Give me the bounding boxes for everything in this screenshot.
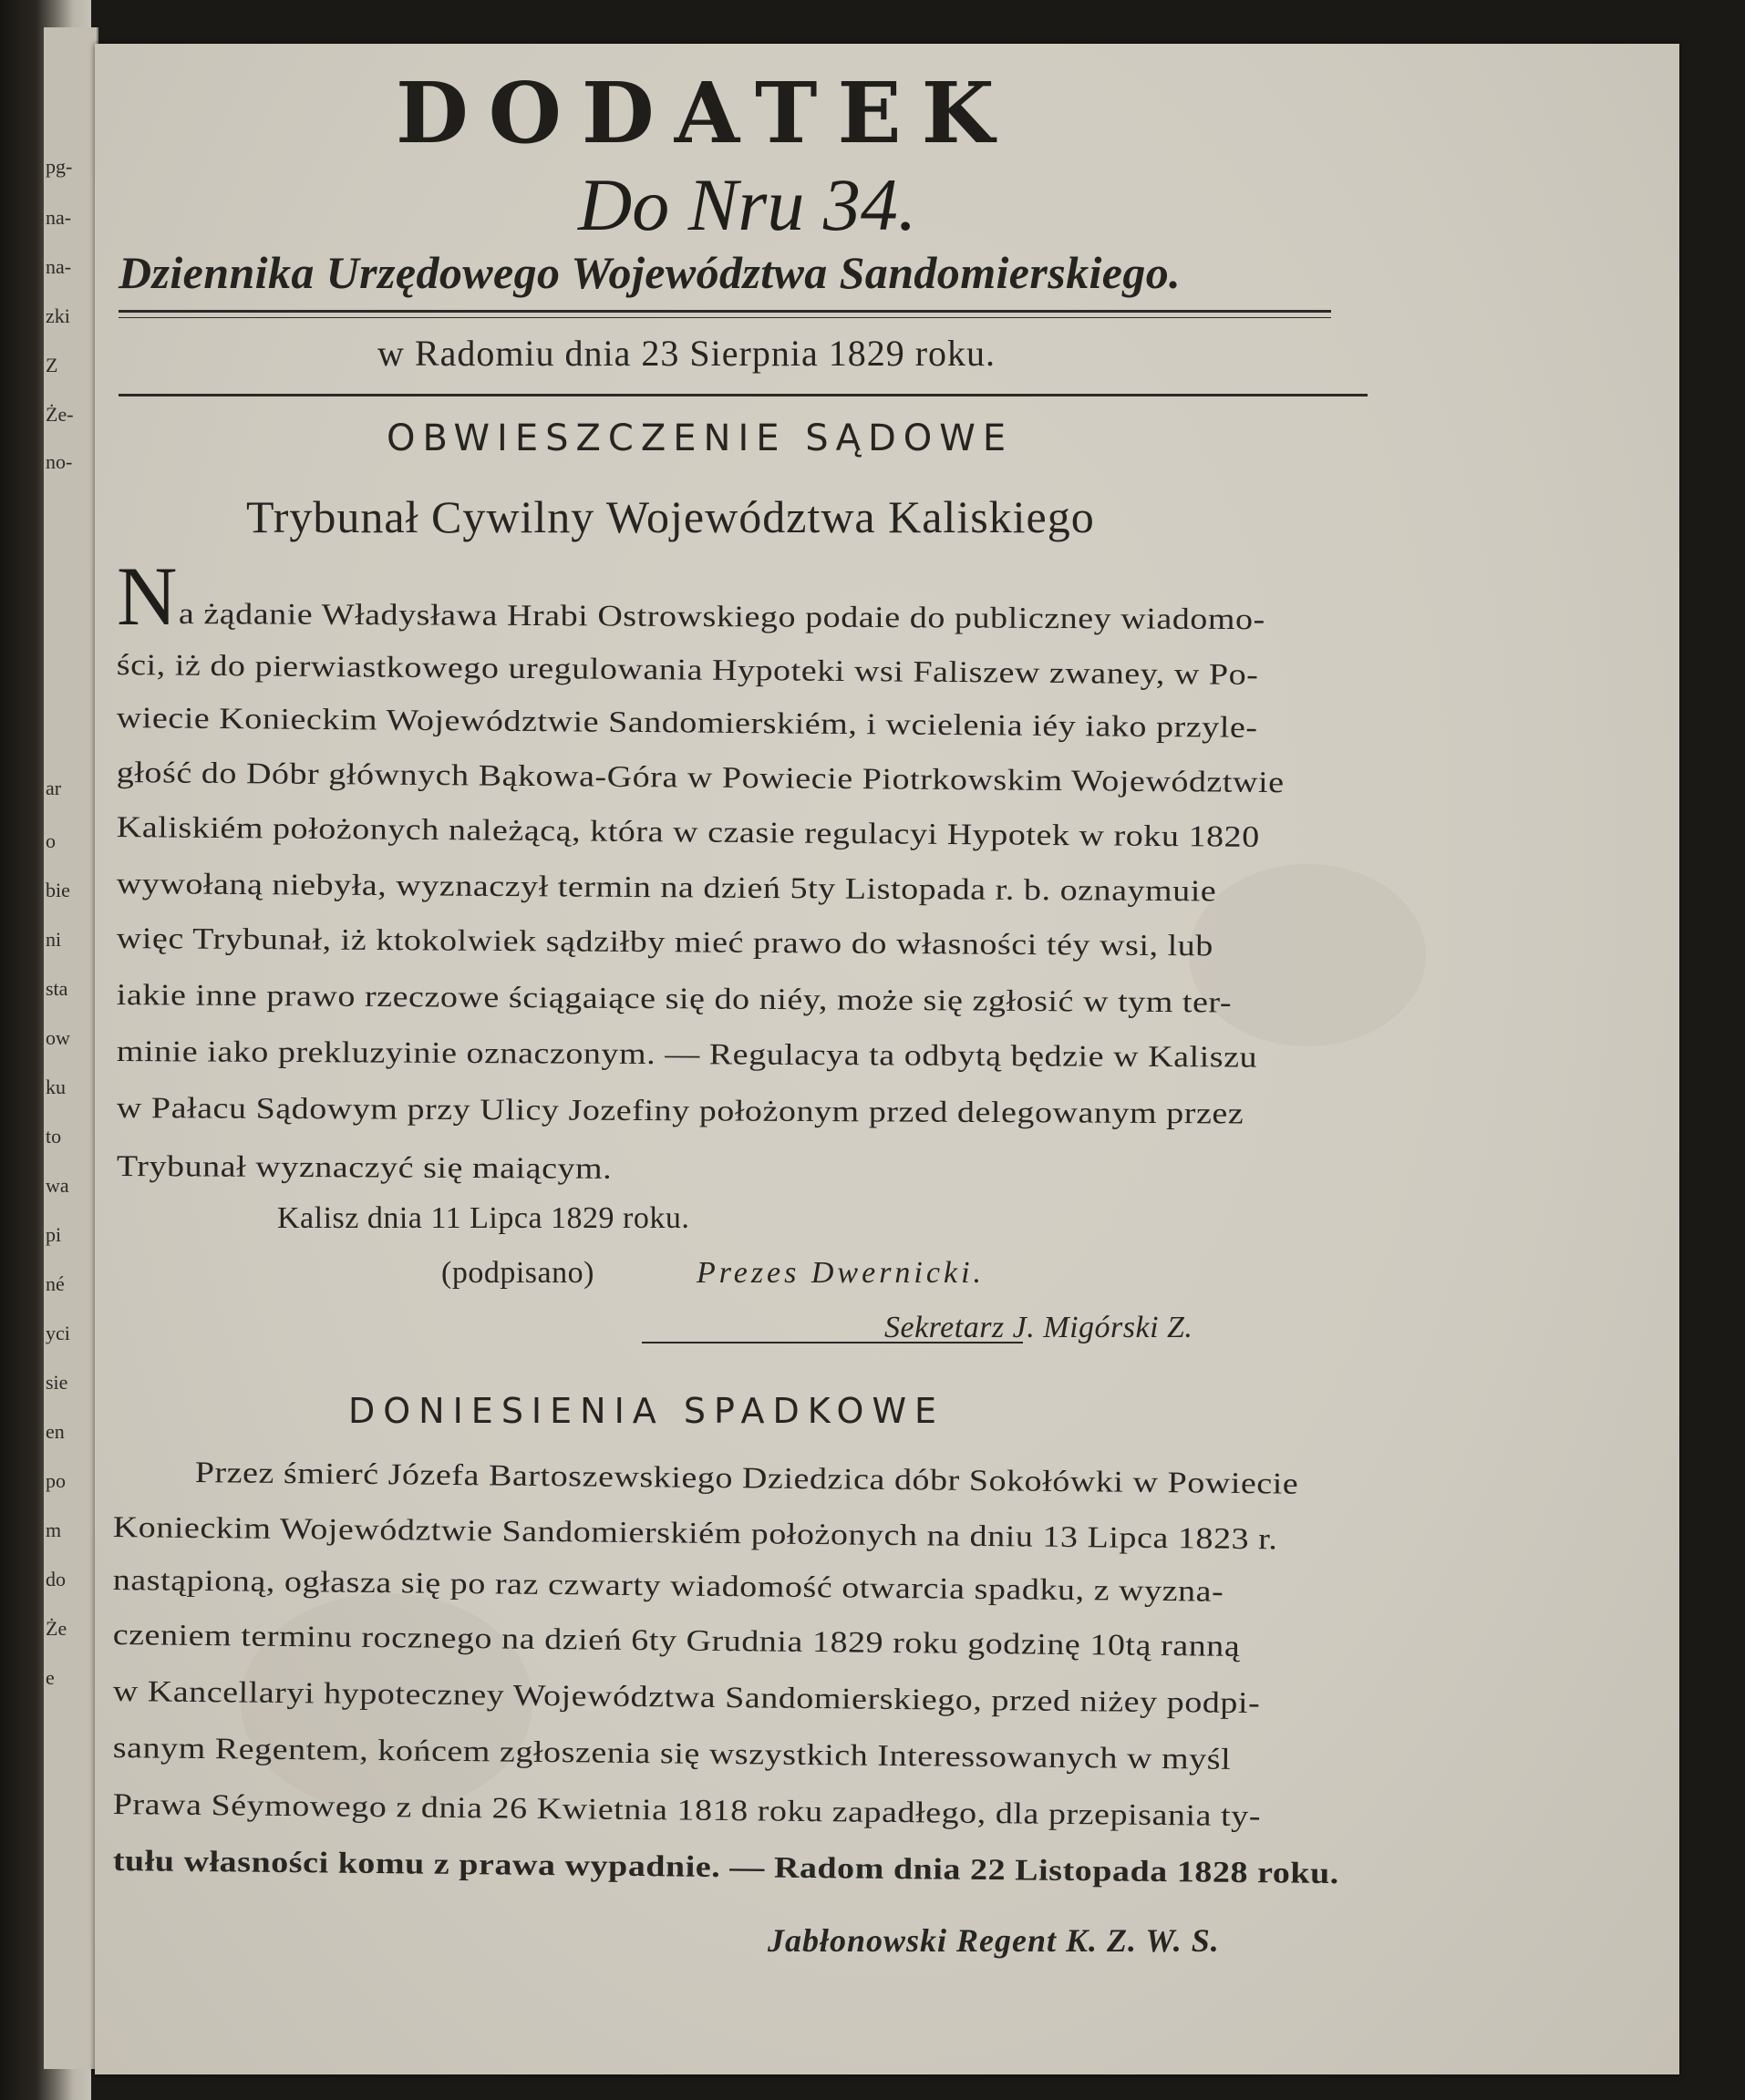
prev-page-fragment: sie [46, 1371, 68, 1394]
court-secretary: Sekretarz J. Migórski Z. [884, 1311, 1193, 1344]
court-notice-line: w Pałacu Sądowym przy Ulicy Jozefiny położonym przed delegowanym przez [116, 1092, 1244, 1131]
journal-name: Dziennika Urzędowego Województwa Sandomierskiego. [119, 247, 1182, 298]
prev-page-fragment: ar [46, 777, 62, 799]
prev-page-fragment: né [46, 1272, 65, 1295]
inheritance-notice-line: nastąpioną, ogłasza się po raz czwarty wiadomość otwarcia spadku, z wyzna- [112, 1564, 1224, 1609]
court-notice-line: wiecie Konieckim Województwie Sandomierskiém, i wcielenia iéy iako przyle- [116, 702, 1258, 745]
issue-number: Do Nru 34. [578, 163, 917, 246]
masthead-title: DODATEK [396, 64, 1015, 162]
prev-page-fragment: na- [46, 255, 72, 278]
masthead-rule-thin [119, 317, 1331, 318]
prev-page-fragment: en [46, 1420, 65, 1443]
drop-cap: N [117, 550, 178, 643]
dateline: w Radomiu dnia 23 Sierpnia 1829 roku. [377, 333, 996, 374]
prev-page-fragment: ni [46, 928, 62, 951]
court-notice-line: Kaliskiém położonych należącą, która w czasie regulacyi Hypotek w roku 1820 [116, 811, 1260, 854]
prev-page-fragment: wa [46, 1174, 69, 1197]
prev-page-fragment: e [46, 1666, 55, 1689]
inheritance-notice-line: Konieckim Województwie Sandomierskiém położonych na dniu 13 Lipca 1823 r. [112, 1511, 1278, 1557]
prev-page-fragment: bie [46, 879, 70, 901]
court-notice-line: wywołaną niebyła, wyznaczył termin na dzień 5ty Listopada r. b. oznaymuie [116, 868, 1217, 909]
prev-page-fragment: o [46, 829, 56, 852]
dateline-rule [119, 394, 1368, 396]
prev-page-fragment: yci [46, 1322, 70, 1344]
court-notice-signed: (podpisano) [441, 1256, 594, 1290]
inheritance-notice-line: tułu własności komu z prawa wypadnie. — Radom dnia 22 Listopada 1828 roku. [112, 1845, 1339, 1891]
court-notice-line: a żądanie Władysława Hrabi Ostrowskiego podaie do publiczney wiadomo- [178, 598, 1265, 637]
court-president: Prezes Dwernicki. [697, 1256, 986, 1290]
prev-page-fragment: do [46, 1568, 66, 1590]
prev-page-fragment: po [46, 1469, 66, 1492]
prev-page-fragment: to [46, 1125, 62, 1148]
court-notice-line: głość do Dóbr głównych Bąkowa-Góra w Powiecie Piotrkowskim Województwie [116, 757, 1285, 800]
inheritance-notice-line: czeniem terminu rocznego na dzień 6ty Grudnia 1829 roku godzinę 10tą ranną [112, 1619, 1241, 1663]
court-notice-line: więc Trybunał, iż ktokolwiek sądziłby mieć prawo do własności téy wsi, lub [116, 922, 1213, 963]
court-notice-line: iakie inne prawo rzeczowe ściągaiące się do niéy, może się zgłosić w tym ter- [116, 979, 1233, 1020]
prev-page-fragment: Z [46, 354, 58, 376]
court-notice-heading: OBWIESZCZENIE SĄDOWE [387, 417, 1014, 459]
court-notice-line: Trybunał wyznaczyć się maiącym. [116, 1150, 613, 1186]
prev-page-fragment: zki [46, 304, 70, 327]
previous-page-edge [44, 27, 98, 2069]
prev-page-fragment: Że [46, 1617, 67, 1640]
regent-signature: Jabłonowski Regent K. Z. W. S. [768, 1922, 1220, 1959]
newspaper-page [95, 44, 1679, 2074]
prev-page-fragment: pi [46, 1223, 62, 1246]
court-name: Trybunał Cywilny Województwa Kaliskiego [246, 491, 1095, 542]
prev-page-fragment: na- [46, 206, 72, 229]
inheritance-notice-line: Przez śmierć Józefa Bartoszewskiego Dziedzica dóbr Sokołówki w Powiecie [194, 1457, 1299, 1501]
court-notice-line: minie iako prekluzyinie oznaczonym. — Regulacya ta odbytą będzie w Kaliszu [116, 1035, 1258, 1075]
prev-page-fragment: m [46, 1518, 62, 1541]
inheritance-notice-line: w Kancellaryi hypoteczney Województwa Sandomierskiego, przed niżey podpi- [112, 1675, 1261, 1721]
prev-page-fragment: Że- [46, 403, 74, 426]
masthead-rule [119, 310, 1331, 313]
prev-page-fragment: no- [46, 450, 73, 473]
prev-page-fragment: sta [46, 977, 68, 1000]
prev-page-fragment: ku [46, 1076, 66, 1098]
section-rule [642, 1342, 1023, 1343]
inheritance-notice-heading: DONIESIENIA SPADKOWE [348, 1391, 945, 1431]
inheritance-notice-line: sanym Regentem, końcem zgłoszenia się wszystkich Interessowanych w myśl [112, 1732, 1232, 1776]
prev-page-fragment: pg- [46, 155, 73, 178]
court-notice-place-date: Kalisz dnia 11 Lipca 1829 roku. [277, 1201, 690, 1235]
prev-page-fragment: ow [46, 1026, 70, 1049]
court-notice-line: ści, iż do pierwiastkowego uregulowania Hypoteki wsi Faliszew zwaney, w Po- [116, 649, 1259, 692]
inheritance-notice-line: Prawa Séymowego z dnia 26 Kwietnia 1818 roku zapadłego, dla przepisania ty- [112, 1788, 1262, 1834]
